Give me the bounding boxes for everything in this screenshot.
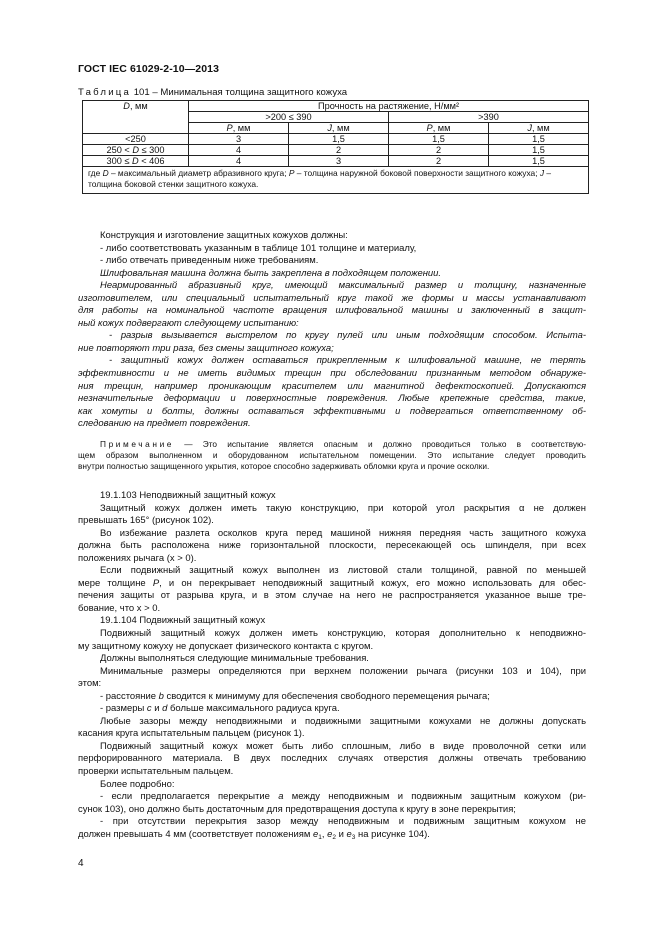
- paragraph-line: должна быть расположена ниже горизонтальной плоскости, пересекающей ось шпинделя, при всех: [78, 540, 586, 552]
- italic-line: ния трещин, например проникающим красителем или магнитной дефектоскопией. Допускаются: [78, 380, 586, 392]
- paragraph-line: - при отсутствии перекрытия зазор между неподвижным и подвижным защитным кожухом не: [100, 816, 586, 828]
- guard-sections-block: [78, 490, 586, 841]
- table-row: [83, 134, 589, 145]
- cell-j2: 1,5: [489, 156, 589, 167]
- cell-p1: 4: [189, 145, 289, 156]
- italic-line: - разрыв вызывается выстрелом по кругу пулей или иным подходящим способом. Испыта-: [109, 330, 586, 342]
- table-row: [83, 145, 589, 156]
- italic-line: незначительные деформации и поверхностные повреждения. Любые крепежные средства, такие,: [78, 393, 586, 405]
- table-footnote: где D – максимальный диаметр абразивного круга; P – толщина наружной боковой поверхности защитного кожуха; J – толщина боковой стенки защитного кожуха.: [83, 167, 589, 194]
- subheader-j: J, мм: [489, 123, 589, 134]
- note-label: Примечание: [100, 439, 175, 449]
- paragraph-line: Должны выполняться следующие минимальные требования.: [100, 653, 369, 665]
- table-caption-word: Таблица: [78, 87, 132, 98]
- table-caption-text: 101 – Минимальная толщина защитного кожуха: [133, 87, 348, 98]
- page-number: 4: [78, 858, 84, 869]
- paragraph-line: бование, что х > 0.: [78, 602, 161, 614]
- section-heading-104: 19.1.104 Подвижный защитный кожух: [100, 615, 266, 627]
- table-footnote-row: [83, 167, 589, 194]
- cell-d: 250 < D ≤ 300: [83, 145, 189, 156]
- paragraph-line: превышать 165° (рисунок 102).: [78, 515, 214, 527]
- paragraph-line: перфорированного материала. В двух последних случаях отверстия должны отвечать требованию: [78, 753, 586, 765]
- thickness-table: [82, 100, 589, 194]
- cell-j1: 3: [289, 156, 389, 167]
- paragraph-line: Если подвижный защитный кожух выполнен из листовой стали толщиной, равной по меньшей: [100, 565, 586, 577]
- italic-line: ние повторяют три раза, без смены защитного кожуха;: [78, 342, 334, 354]
- table-caption: [78, 87, 347, 98]
- italic-line: - защитный кожух должен оставаться прикрепленным к шлифовальной машине, не терять: [109, 355, 586, 367]
- italic-line: изготовителем, или специальный испытательный круг такой же формы и массы устанавливают: [78, 292, 586, 304]
- italic-line: Неармированный абразивный круг, имеющий максимальный размер и толщину, назначенные: [100, 280, 586, 292]
- paragraph-line: - либо отвечать приведенным ниже требованиям.: [100, 255, 319, 267]
- paragraph-line: этом:: [78, 678, 102, 690]
- note-text: — Это испытание является опасным и должно проводиться только в соответствую-: [184, 439, 586, 449]
- note-line: внутри полностью защищенного укрытия, которое способно задерживать обломки круга и прочие осколки.: [78, 461, 490, 472]
- paragraph-line: - либо соответствовать указанным в таблице 101 толщине и материалу,: [100, 242, 417, 254]
- paragraph-line: Защитный кожух должен иметь такую конструкцию, при которой угол раскрытия α не должен: [100, 502, 586, 514]
- paragraph-line: Подвижный защитный кожух должен иметь конструкцию, которая дополнительно к неподвижно-: [100, 628, 586, 640]
- paragraph-line: Во избежание разлета осколков круга перед машиной нижняя передняя часть защитного кожуха: [100, 527, 586, 539]
- italic-line: следованию на предмет повреждения.: [78, 418, 251, 430]
- paragraph-line: Любые зазоры между неподвижными и подвижными защитными кожухами не должны допускать: [100, 715, 586, 727]
- header-d: D, мм: [83, 101, 189, 134]
- section-heading-103: 19.1.103 Неподвижный защитный кожух: [100, 490, 276, 501]
- table-header-row: [83, 101, 589, 112]
- paragraph-line: Конструкция и изготовление защитных кожухов должны:: [100, 230, 348, 241]
- italic-line: как хомуты и болты, должны оставаться эффективными и подвергаться ответственному об-: [78, 405, 586, 417]
- note-line: [78, 439, 586, 450]
- italic-line: для работы на номинальной частоте вращения шлифовальной машины и заключенный в защит-: [78, 305, 586, 317]
- italic-line: ный кожух подвергают следующему испытанию:: [78, 317, 299, 329]
- paragraph-line: - размеры c и d больше максимального радиуса круга.: [100, 703, 340, 715]
- paragraph-line: мере толщине P, и он перекрывает неподвижный защитный кожух, его можно использовать для обес-: [78, 577, 586, 589]
- paragraph-line: должен превышать 4 мм (соответствует положениям $e_1$, $e_2$ и $e_3$ на рисунке 104).: [78, 828, 430, 841]
- document-header: ГОСТ IEC 61029-2-10—2013: [78, 63, 220, 75]
- cell-d: 300 ≤ D < 406: [83, 156, 189, 167]
- cell-p1: 4: [189, 156, 289, 167]
- italic-line: Шлифовальная машина должна быть закреплена в подходящем положении.: [100, 267, 442, 279]
- cell-j2: 1,5: [489, 134, 589, 145]
- cell-p2: 1,5: [389, 134, 489, 145]
- subheader-p: P, мм: [389, 123, 489, 134]
- paragraph-line: му защитному кожуху не допускает физического контакта с кругом.: [78, 640, 374, 652]
- paragraph-line: Более подробно:: [100, 778, 175, 790]
- cell-j1: 2: [289, 145, 389, 156]
- paragraph-line: сунок 103), оно должно быть достаточным для предотвращения доступа к кругу в зоне перекрытия;: [78, 803, 516, 815]
- paragraph-line: печения защиты от разрыва круга, и в этом случае на него не распространяется указанное выше тре-: [78, 590, 586, 602]
- italic-line: эффективности и не иметь видимых трещин при обследовании признанным методом обнаруже-: [78, 368, 586, 380]
- note-block: [78, 439, 586, 473]
- header-range-1: >200 ≤ 390: [189, 112, 389, 123]
- test-requirements-block: [78, 230, 586, 431]
- paragraph-line: Подвижный защитный кожух может быть либо сплошным, либо в виде проволочной сетки или: [100, 740, 586, 752]
- cell-d: <250: [83, 134, 189, 145]
- table-row: [83, 156, 589, 167]
- subheader-j: J, мм: [289, 123, 389, 134]
- cell-j2: 1,5: [489, 145, 589, 156]
- paragraph-line: положениях рычага (х > 0).: [78, 552, 197, 564]
- paragraph-line: проверки испытательным пальцем.: [78, 766, 234, 778]
- cell-p2: 2: [389, 156, 489, 167]
- cell-j1: 1,5: [289, 134, 389, 145]
- header-strength: Прочность на растяжение, Н/мм²: [189, 101, 589, 112]
- cell-p2: 2: [389, 145, 489, 156]
- paragraph-line: - если предполагается перекрытие a между неподвижным и подвижным защитным кожухом (ри-: [100, 791, 586, 803]
- paragraph-line: касания круга испытательным пальцем (рисунок 1).: [78, 728, 305, 740]
- paragraph-line: - расстояние b сводится к минимуму для обеспечения свободного перемещения рычага;: [100, 690, 490, 702]
- paragraph-line: Минимальные размеры определяются при верхнем положении рычага (рисунки 103 и 104), при: [100, 665, 586, 677]
- subheader-p: P, мм: [189, 123, 289, 134]
- note-line: щем образом выполненном и оборудованном испытательном помещении. Это испытание следует проводить: [78, 450, 586, 461]
- cell-p1: 3: [189, 134, 289, 145]
- header-range-2: >390: [389, 112, 589, 123]
